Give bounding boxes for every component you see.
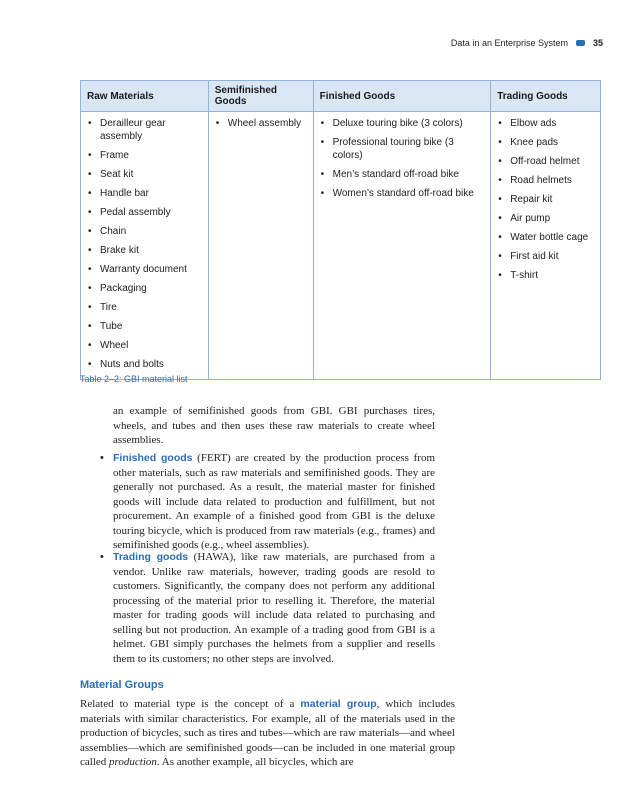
groups-text-mid: , which includes materials with similar characteristics. For example, all of the materials used in the production of bicycles, such as tires and tubes—which are raw materials—and wheel assemblies—which are semifinished goods—can be included in one material group called xyxy=(80,698,455,768)
material-list-table xyxy=(80,80,601,380)
list-item: • Pedal assembly xyxy=(87,206,204,219)
groups-text-pre: Related to material type is the concept of a xyxy=(80,698,301,710)
list-item: • Derailleur gear assembly xyxy=(87,117,204,143)
groups-emphasis: production xyxy=(109,756,157,768)
list-item: • Seat kit xyxy=(87,168,204,181)
list-item: • Warranty document xyxy=(87,263,204,276)
col-header-raw-materials: Raw Materials xyxy=(81,81,209,112)
list-item: • Repair kit xyxy=(497,193,596,206)
list-item: • Tire xyxy=(87,301,204,314)
col-header-finished-goods: Finished Goods xyxy=(313,81,491,112)
col-finished-goods xyxy=(313,112,491,380)
bullet-icon: • xyxy=(100,452,104,464)
table-body-row xyxy=(81,112,601,380)
list-item: • Women’s standard off-road bike xyxy=(320,187,487,200)
table-header-row xyxy=(81,81,601,112)
col-header-trading-goods: Trading Goods xyxy=(491,81,601,112)
list-item: • Deluxe touring bike (3 colors) xyxy=(320,117,487,130)
trading-goods-term: Trading goods xyxy=(113,551,189,563)
finished-goods-text: (FERT) are created by the production process from other materials, such as raw materials and semifinished goods. They are generally not purchased. As a result, the material master for finished goods will include data related to production and fulfillment, but not procurement. An example of a finished good from GBI is the deluxe touring bicycle, which is produced from raw materials (e.g., frames) and semifinished goods (e.g., wheel assemblies). xyxy=(113,452,435,551)
bullet-icon: • xyxy=(100,551,104,563)
list-item: • Chain xyxy=(87,225,204,238)
list-item: • Wheel assembly xyxy=(215,117,309,130)
list-item: • First aid kit xyxy=(497,250,596,263)
table-caption: Table 2–2: GBI material list xyxy=(80,374,188,384)
list-item: • Road helmets xyxy=(497,174,596,187)
col-trading-goods xyxy=(491,112,601,380)
col-semifinished-goods xyxy=(208,112,313,380)
list-item: • Wheel xyxy=(87,339,204,352)
section-heading: Material Groups xyxy=(80,679,164,691)
col-raw-materials xyxy=(81,112,209,380)
list-item: • Handle bar xyxy=(87,187,204,200)
list-item: • Frame xyxy=(87,149,204,162)
intro-paragraph: an example of semifinished goods from GBI. GBI purchases tires, wheels, and tubes and then uses these raw materials to create wheel assemblies. xyxy=(113,405,435,446)
trading-goods-bullet xyxy=(100,550,435,666)
running-title: Data in an Enterprise System xyxy=(450,38,568,48)
list-item: • Brake kit xyxy=(87,244,204,257)
material-groups-paragraph xyxy=(80,697,455,770)
list-item: • Knee pads xyxy=(497,136,596,149)
page-number: 35 xyxy=(592,38,603,48)
list-item: • Water bottle cage xyxy=(497,231,596,244)
list-item: • Elbow ads xyxy=(497,117,596,130)
list-item: • Air pump xyxy=(497,212,596,225)
material-group-term: material group xyxy=(300,698,377,710)
section-marker-icon xyxy=(576,40,585,46)
col-header-semifinished-goods: Semifinished Goods xyxy=(208,81,313,112)
list-item: • Off-road helmet xyxy=(497,155,596,168)
list-item: • Packaging xyxy=(87,282,204,295)
list-item: • T-shirt xyxy=(497,269,596,282)
trading-goods-text: (HAWA), like raw materials, are purchased from a vendor. Unlike raw materials, however, trading goods are resold to customers. Significantly, the company does not perform any additional processing of the material prior to reselling it. Therefore, the material master for trading goods will include data related to purchasing and selling but not production. An example of a trading good from GBI is a helmet. GBI simply purchases the helmets from a supplier and resells them to its customers; no other steps are involved. xyxy=(113,551,435,665)
groups-text-post: . As another example, all bicycles, which are xyxy=(156,756,354,768)
running-header xyxy=(451,38,603,48)
finished-goods-bullet xyxy=(100,451,435,553)
list-item: • Men’s standard off-road bike xyxy=(320,168,487,181)
list-item: • Tube xyxy=(87,320,204,333)
finished-goods-term: Finished goods xyxy=(113,452,193,464)
list-item: • Nuts and bolts xyxy=(87,358,204,371)
list-item: • Professional touring bike (3 colors) xyxy=(320,136,487,162)
